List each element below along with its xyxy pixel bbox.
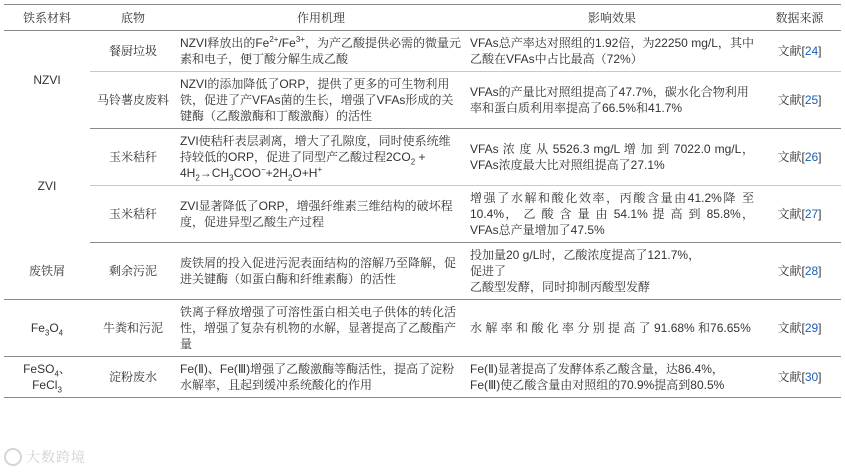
substrate-cell: 玉米秸秆 [108, 150, 157, 164]
substrate-cell: 马铃薯皮废料 [90, 72, 176, 129]
source-cell: 文献[29] [758, 300, 841, 357]
mechanism-cell: ZVI显著降低了ORP，增强纤维素三维结构的破坏程度，促进异型乙酸生产过程 [176, 186, 466, 243]
effect-cell: VFAs的产量比对照组提高了47.7%，碳水化合物利用率和蛋白质利用率提高了66.5%和41.7% [466, 72, 758, 129]
effect-cell: Fe(Ⅱ)显著提高了发酵体系乙酸含量，达86.4%，Fe(Ⅲ)使乙酸含量由对照组的70.9%提高到80.5% [466, 357, 758, 398]
substrate-cell: 牛粪和污泥 [90, 300, 176, 357]
substrate-cell: 玉米秸秆 [90, 186, 176, 243]
material-cell: $Fe_3O_4$ [4, 300, 90, 357]
effect-cell: 增强了水解和酸化效率，丙酸含量由41.2%降 至 10.4%， 乙 酸 含 量 由 54.1% 提 高 到 85.8%，VFAs总产量增加了47.5% [466, 186, 758, 243]
watermark [4, 446, 86, 468]
source-cell: 文献[28] [758, 243, 841, 300]
source-cell: 文献[26] [777, 150, 822, 164]
mechanism-cell: ZVI使秸秆表层剥离，增大了孔隙度，同时使系统维持较低的ORP，促进了同型产乙酸过程$2CO_2 + 4H_2\to CH_3COO^-+2H_2O+H^+$ [180, 134, 451, 183]
source-cell: 文献[30] [758, 357, 841, 398]
header-substrate: 底物 [90, 5, 176, 31]
mechanism-cell: 铁离子释放增强了可溶性蛋白相关电子供体的转化活性，增强了复杂有机物的水解，显著提高了乙酸酯产量 [176, 300, 466, 357]
mechanism-cell: Fe(Ⅱ)、Fe(Ⅲ)增强了乙酸激酶等酶活性，提高了淀粉水解率，且起到缓冲系统酸化的作用 [176, 357, 466, 398]
substrate-cell: 餐厨垃圾 [108, 44, 157, 58]
mechanism-cell: 废铁屑的投入促进污泥表面结构的溶解乃至降解，促进关键酶（如蛋白酶和纤维素酶）的活性 [176, 243, 466, 300]
table-row [4, 129, 841, 186]
material-cell: 废铁屑 [4, 243, 90, 300]
effect-cell: 水 解 率 和 酸 化 率 分 别 提 高 了 91.68% 和76.65% [466, 300, 758, 357]
header-effect: 影响效果 [466, 5, 758, 31]
iron-materials-table [4, 4, 841, 398]
header-mechanism: 作用机理 [176, 5, 466, 31]
reference-link[interactable]: 25 [804, 93, 819, 107]
substrate-cell: 淀粉废水 [90, 357, 176, 398]
source-cell: 文献[24] [777, 44, 822, 58]
header-source: 数据来源 [758, 5, 841, 31]
table-row [4, 72, 841, 129]
effect-cell: VFAs 浓 度 从 5526.3 mg/L 增 加 到 7022.0 mg/L，VFAs浓度最大比对照组提高了27.1% [470, 142, 754, 172]
reference-link[interactable]: 24 [804, 44, 819, 58]
substrate-cell: 剩余污泥 [90, 243, 176, 300]
effect-cell: VFAs总产率达对照组的1.92倍，为22250 mg/L，其中乙酸在VFAs中占比最高（72%） [470, 36, 754, 66]
mechanism-cell: NZVI的添加降低了ORP，提供了更多的可生物利用铁，促进了产VFAs菌的生长，增强了VFAs形成的关键酶（乙酸激酶和丁酸激酶）的活性 [176, 72, 466, 129]
material-cell: FeSO$_4$、 FeCl$_3$ [4, 357, 90, 398]
mechanism-cell: NZVI释放出的$Fe^{2+}/Fe^{3+}$，为产乙酸提供必需的微量元素和电子，便丁酸分解生成乙酸 [180, 35, 461, 66]
reference-link[interactable]: 29 [804, 321, 819, 335]
reference-link[interactable]: 28 [804, 264, 819, 278]
table-row [4, 186, 841, 243]
source-cell: 文献[25] [758, 72, 841, 129]
reference-link[interactable]: 26 [804, 150, 819, 164]
reference-link[interactable]: 27 [804, 207, 819, 221]
material-cell: ZVI [37, 178, 57, 193]
watermark-logo-icon [4, 448, 22, 466]
table-row [4, 31, 841, 72]
header-row [4, 5, 841, 31]
reference-link[interactable]: 30 [804, 370, 819, 384]
table-row [4, 357, 841, 398]
watermark-text: 大数跨境 [26, 449, 86, 465]
table-row [4, 243, 841, 300]
effect-cell: 投加量20 g/L时，乙酸浓度提高了121.7%， 促进了 乙酸型发酵，同时抑制丙酸型发酵 [466, 243, 758, 300]
table-row [4, 300, 841, 357]
material-cell: NZVI [33, 72, 61, 87]
source-cell: 文献[27] [758, 186, 841, 243]
header-material: 铁系材料 [4, 5, 90, 31]
